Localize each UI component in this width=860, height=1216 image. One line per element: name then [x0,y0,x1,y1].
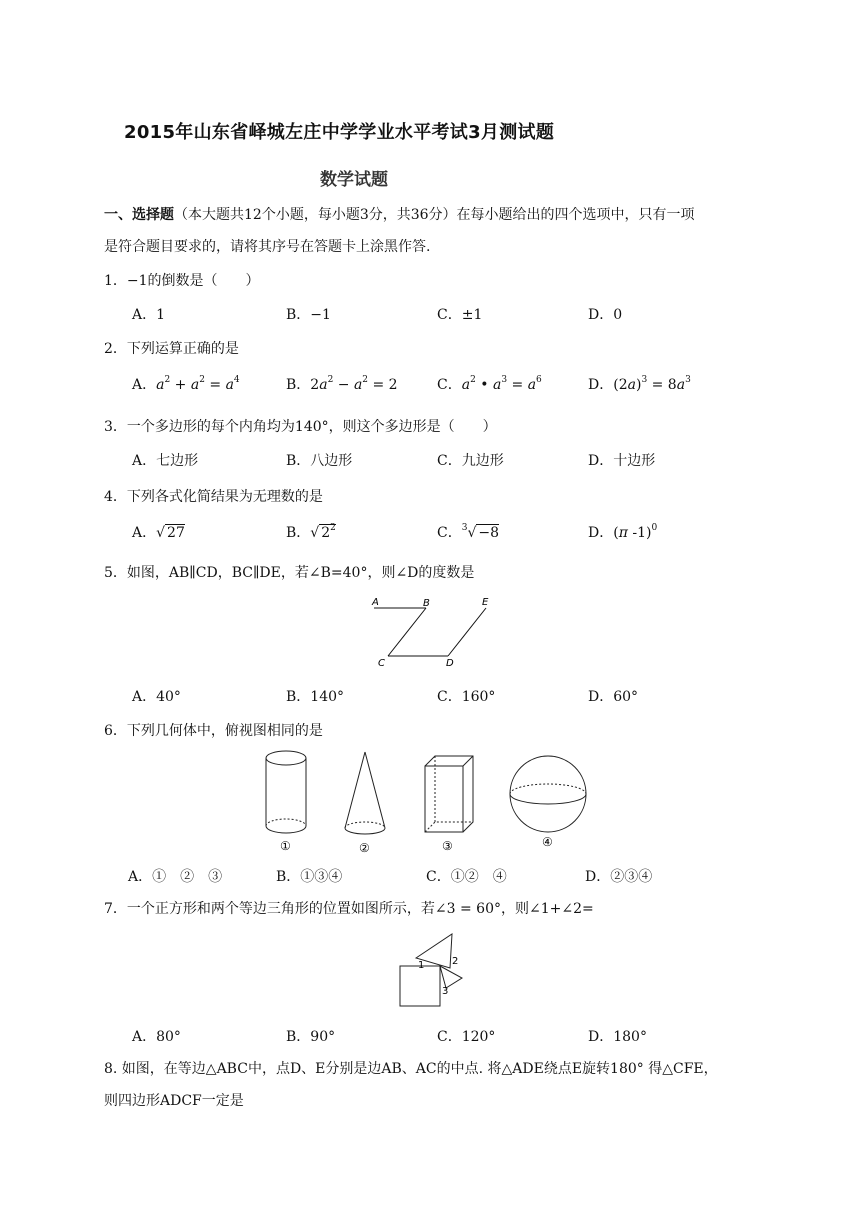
q4-option-b: B．√ $2^2$ [286,523,336,541]
q7-stem: 7．一个正方形和两个等边三角形的位置如图所示，若∠3 = 60°，则∠1+∠2= [104,901,594,917]
q1-option-d: D．0 [588,307,623,323]
q2-option-a: A．$a^2 + a^2 = a^4$ [132,375,240,393]
q7-label-3: 3 [442,986,449,997]
q2-stem: 2．下列运算正确的是 [104,341,239,357]
q5-label-b: B [423,598,430,609]
page-title: 2015年山东省峄城左庄中学学业水平考试3月测试题 [124,122,555,143]
q4-option-c: C．$^3$√ −8 [437,523,500,541]
q4-formula-a: √ 27 [156,525,185,541]
section-intro-line2: 是符合题目要求的，请将其序号在答题卡上涂黑作答. [104,239,431,255]
q4-formula-d: (π -1)$^0$ [613,523,658,541]
section-label: 一、选择题 [104,207,174,223]
q3-option-a: A．七边形 [132,453,199,469]
q6-stem: 6．下列几何体中，俯视图相同的是 [104,723,323,739]
q5-label-e: E [482,597,489,608]
q2-formula-b: $2a^2 - a^2 = 2$ [310,375,398,393]
q7-option-c: C．120° [437,1029,496,1045]
q5-option-a: A．40° [132,689,181,705]
section-intro-text: （本大题共12个小题，每小题3分，共36分）在每小题给出的四个选项中，只有一项 [174,207,695,223]
q3-option-d: D．十边形 [588,453,656,469]
q6-option-b: B．①③④ [276,869,343,885]
q5-stem: 5．如图，AB∥CD，BC∥DE，若∠B=40°，则∠D的度数是 [104,565,475,581]
page-subtitle: 数学试题 [320,170,388,190]
q2-formula-c: $a^2$ • $a^3 = a^6$ [461,375,542,393]
q7-label-2: 2 [452,956,459,967]
q1-stem: 1．−1的倒数是（ ） [104,273,260,289]
q3-option-c: C．九边形 [437,453,504,469]
q7-figure [394,926,470,1010]
q5-label-d: D [446,658,454,669]
q5-option-b: B．140° [286,689,345,705]
q6-option-a: A．① ② ③ [128,869,223,885]
q4-option-a: A．√ 27 [132,525,185,541]
q4-stem: 4．下列各式化简结果为无理数的是 [104,489,323,505]
q7-option-d: D．180° [588,1029,647,1045]
q3-option-b: B．八边形 [286,453,353,469]
q6-label-1: ① [280,839,291,853]
q6-option-c: C．①② ④ [426,869,507,885]
q2-formula-d: $(2a)^3 = 8a^3$ [613,375,691,393]
q3-stem: 3．一个多边形的每个内角均为140°，则这个多边形是（ ） [104,419,497,435]
q6-label-3: ③ [442,839,453,853]
q8-stem: 8. 如图，在等边△ABC中，点D、E分别是边AB、AC的中点. 将△ADE绕点E旋转180° 得△CFE， [104,1061,718,1077]
q2-option-c: C．$a^2$ • $a^3 = a^6$ [437,375,542,393]
q7-option-a: A．80° [132,1029,181,1045]
q5-label-a: A [372,597,379,608]
q4-formula-b: √ $2^2$ [310,523,336,541]
q6-option-d: D．②③④ [585,869,653,885]
q1-option-c: C．±1 [437,307,483,323]
q2-option-d: D．$(2a)^3 = 8a^3$ [588,375,691,393]
q6-label-4: ④ [542,835,553,849]
q8-stem-line2: 则四边形ADCF一定是 [104,1093,244,1109]
q7-option-b: B．90° [286,1029,336,1045]
q7-label-1: 1 [418,960,425,971]
q1-option-a: A．1 [132,307,166,323]
q2-option-b: B．$2a^2 - a^2 = 2$ [286,375,398,393]
q1-option-b: B．−1 [286,307,331,323]
q2-formula-a: $a^2 + a^2 = a^4$ [156,375,240,393]
q6-label-2: ② [359,841,370,855]
q5-option-d: D．60° [588,689,639,705]
q5-label-c: C [378,658,385,669]
section-intro [104,204,695,224]
q4-option-d: D．(π -1)$^0$ [588,523,658,541]
q5-option-c: C．160° [437,689,496,705]
q5-figure [366,594,502,670]
q4-formula-c: $^3$√ −8 [461,523,500,541]
q6-figure [250,746,610,856]
